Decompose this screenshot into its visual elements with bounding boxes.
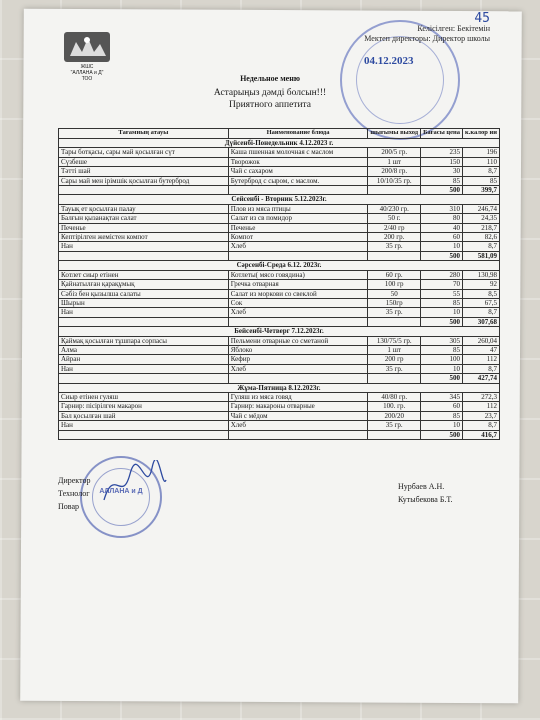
table-row — [59, 157, 500, 166]
table-cell: 10 — [421, 242, 463, 251]
table-cell: 85 — [421, 298, 463, 307]
role-director: Директор — [58, 476, 91, 485]
table-cell: Бал қосылған шай — [59, 411, 229, 420]
table-cell: 35 гр. — [368, 421, 421, 430]
table-row — [59, 270, 500, 279]
total-price: 500 — [421, 317, 463, 326]
column-header: к.калор ии — [463, 129, 500, 139]
table-cell: 50 г. — [368, 214, 421, 223]
day-header-row — [59, 261, 500, 270]
table-cell: 200/8 гр. — [368, 167, 421, 176]
table-cell: 8,7 — [463, 242, 500, 251]
table-row — [59, 289, 500, 298]
empty-cell — [228, 186, 368, 195]
table-row — [59, 345, 500, 354]
table-cell: 200/5 гр. — [368, 148, 421, 157]
logo-line-3: ТОО — [81, 76, 93, 82]
total-price: 500 — [421, 430, 463, 439]
table-cell: 24,35 — [463, 214, 500, 223]
table-cell: 200 гр. — [368, 233, 421, 242]
table-cell: Сүзбеше — [59, 157, 229, 166]
table-cell: 235 — [421, 148, 463, 157]
total-row — [59, 430, 500, 439]
table-cell: 40/80 гр. — [368, 392, 421, 401]
table-cell: Сәбіз бен қызылша салаты — [59, 289, 229, 298]
table-cell: 8,7 — [463, 421, 500, 430]
role-technologist: Технолог — [58, 489, 90, 498]
table-cell: 10 — [421, 421, 463, 430]
table-cell: 70 — [421, 280, 463, 289]
greeting-ru: Приятного аппетита — [228, 100, 312, 110]
table-cell: Алма — [59, 345, 229, 354]
table-cell: 30 — [421, 167, 463, 176]
total-calories: 399,7 — [463, 186, 500, 195]
table-cell: Котлет сиыр етінен — [59, 270, 229, 279]
table-row — [59, 223, 500, 232]
name-1: Нурбаев А.Н. — [398, 482, 445, 491]
table-cell: Нан — [59, 421, 229, 430]
table-cell: 246,74 — [463, 204, 500, 213]
empty-cell — [368, 374, 421, 383]
name-2: Кутыбекова Б.Т. — [398, 495, 453, 504]
day-header-row — [59, 195, 500, 204]
table-row — [59, 308, 500, 317]
table-cell: 40/230 гр. — [368, 204, 421, 213]
role-cook: Повар — [58, 502, 79, 511]
table-cell: 112 — [463, 402, 500, 411]
empty-cell — [368, 186, 421, 195]
table-cell: 35 гр. — [368, 308, 421, 317]
table-cell: Тары ботқасы, сары май қосылған сүт — [59, 148, 229, 157]
table-cell: Каша пшенная молочная с маслом — [228, 148, 368, 157]
table-header-row — [59, 129, 500, 139]
table-row — [59, 204, 500, 213]
approval-line-1: Келісілген: Бекітемін — [417, 24, 490, 33]
table-cell: 60 — [421, 233, 463, 242]
day-title: Дүйсенбі-Понедельник 4.12.2023 г. — [59, 139, 500, 148]
table-cell: Салат из св помидор — [228, 214, 368, 223]
table-row — [59, 336, 500, 345]
table-cell: Хлеб — [228, 242, 368, 251]
table-cell: 1 шт — [368, 345, 421, 354]
table-cell: Нан — [59, 308, 229, 317]
footer-roles — [58, 474, 90, 513]
table-cell: Кептірілген жемістен компот — [59, 233, 229, 242]
table-cell: 85 — [463, 176, 500, 185]
table-cell: Нан — [59, 242, 229, 251]
day-title: Жұма-Пятница 8.12.2023г. — [59, 383, 500, 392]
table-cell: Чай с сахаром — [228, 167, 368, 176]
table-row — [59, 411, 500, 420]
table-cell: 345 — [421, 392, 463, 401]
table-cell: Гарнир: макароны отварные — [228, 402, 368, 411]
table-cell: 260,04 — [463, 336, 500, 345]
table-cell: 112 — [463, 355, 500, 364]
total-row — [59, 317, 500, 326]
table-cell: 200/20 — [368, 411, 421, 420]
table-cell: Сок — [228, 298, 368, 307]
table-cell: Гуляш из мяса говяд — [228, 392, 368, 401]
table-cell: 35 гр. — [368, 242, 421, 251]
table-cell: Нан — [59, 364, 229, 373]
empty-cell — [59, 317, 229, 326]
table-row — [59, 242, 500, 251]
table-row — [59, 167, 500, 176]
table-cell: 50 — [368, 289, 421, 298]
table-cell: Творожок — [228, 157, 368, 166]
day-header-row — [59, 327, 500, 336]
day-header-row — [59, 139, 500, 148]
table-cell: Кефир — [228, 355, 368, 364]
total-row — [59, 374, 500, 383]
table-cell: 40 — [421, 223, 463, 232]
footer-names — [398, 480, 453, 506]
table-cell: Яблоко — [228, 345, 368, 354]
table-cell: Плов из мяса птицы — [228, 204, 368, 213]
company-stamp — [80, 456, 162, 538]
table-cell: Хлеб — [228, 364, 368, 373]
table-cell: 272,3 — [463, 392, 500, 401]
table-cell: 55 — [421, 289, 463, 298]
logo-line-1: ЖШС — [80, 64, 94, 70]
logo-emblem-icon — [62, 30, 112, 64]
table-cell: 280 — [421, 270, 463, 279]
empty-cell — [228, 430, 368, 439]
table-cell: 305 — [421, 336, 463, 345]
table-cell: 60 — [421, 402, 463, 411]
empty-cell — [228, 374, 368, 383]
table-cell: Қайнатылған қарақұмық — [59, 280, 229, 289]
table-cell: Тауық ет қосылған палау — [59, 204, 229, 213]
column-header: Наименование блюда — [228, 129, 368, 139]
empty-cell — [368, 317, 421, 326]
table-cell: 130,98 — [463, 270, 500, 279]
table-cell: Қаймақ қосылған тұшпара сорпасы — [59, 336, 229, 345]
table-cell: Бутерброд с сыром, с маслом. — [228, 176, 368, 185]
table-cell: Котлеты( мясо говядина) — [228, 270, 368, 279]
table-cell: 8,7 — [463, 364, 500, 373]
empty-cell — [59, 251, 229, 260]
table-cell: 100. гр. — [368, 402, 421, 411]
empty-cell — [368, 430, 421, 439]
table-cell: Хлеб — [228, 421, 368, 430]
table-row — [59, 364, 500, 373]
logo-line-2: "АЛЛАНА и Д" — [70, 70, 104, 76]
table-row — [59, 176, 500, 185]
table-cell: 60 гр. — [368, 270, 421, 279]
total-price: 500 — [421, 374, 463, 383]
empty-cell — [59, 430, 229, 439]
day-header-row — [59, 383, 500, 392]
menu-table-body — [59, 139, 500, 440]
table-row — [59, 148, 500, 157]
table-cell: Тәтті шай — [59, 167, 229, 176]
table-cell: 218,7 — [463, 223, 500, 232]
table-cell: 150гр — [368, 298, 421, 307]
table-cell: 80 — [421, 214, 463, 223]
day-title: Бейсенбі-Четверг 7.12.2023г. — [59, 327, 500, 336]
empty-cell — [59, 374, 229, 383]
table-cell: 150 — [421, 157, 463, 166]
table-cell: 1 шт — [368, 157, 421, 166]
table-row — [59, 214, 500, 223]
column-header: Бағасы цена — [421, 129, 463, 139]
table-cell: 67,5 — [463, 298, 500, 307]
table-cell: 10/10/35 гр. — [368, 176, 421, 185]
table-cell: Пельмени отварные со сметаной — [228, 336, 368, 345]
total-calories: 427,74 — [463, 374, 500, 383]
table-cell: Айран — [59, 355, 229, 364]
column-header: шығымы выход — [368, 129, 421, 139]
table-cell: 47 — [463, 345, 500, 354]
table-cell: 82,6 — [463, 233, 500, 242]
table-cell: 8,5 — [463, 289, 500, 298]
day-title: Сейсенбі - Вторник 5.12.2023г. — [59, 195, 500, 204]
total-price: 500 — [421, 251, 463, 260]
table-cell: Сары май мен ірімшік қосылған бутерброд — [59, 176, 229, 185]
table-row — [59, 298, 500, 307]
approval-signature: 45 — [474, 11, 490, 26]
table-cell: 10 — [421, 308, 463, 317]
table-cell: 196 — [463, 148, 500, 157]
total-row — [59, 251, 500, 260]
table-cell: Гречка отварная — [228, 280, 368, 289]
table-cell: 200 гр — [368, 355, 421, 364]
table-row — [59, 421, 500, 430]
table-cell: 110 — [463, 157, 500, 166]
approval-line-2: Мектеп директоры: Директор школы — [364, 34, 490, 43]
greeting-kz: Астарыңыз дәмді болсын!!! — [213, 88, 327, 98]
table-cell: 2/40 гр — [368, 223, 421, 232]
table-cell: 10 — [421, 364, 463, 373]
day-title: Сәрсенбі-Среда 6.12. 2023г. — [59, 261, 500, 270]
table-cell: Гарнир: пісірілген макарон — [59, 402, 229, 411]
table-cell: 310 — [421, 204, 463, 213]
total-calories: 581,09 — [463, 251, 500, 260]
empty-cell — [59, 186, 229, 195]
stamp-name: АЛЛАНА и Д — [99, 488, 143, 495]
total-calories: 307,68 — [463, 317, 500, 326]
table-cell: Хлеб — [228, 308, 368, 317]
table-cell: 130/75/5 гр. — [368, 336, 421, 345]
table-cell: Шырын — [59, 298, 229, 307]
table-cell: 85 — [421, 176, 463, 185]
menu-table — [58, 128, 500, 440]
column-header: Тағамның атауы — [59, 129, 229, 139]
table-cell: Балғын қызанақтан салат — [59, 214, 229, 223]
approval-date: 04.12.2023 — [364, 55, 414, 67]
approval-block — [330, 11, 490, 67]
table-cell: 8,7 — [463, 308, 500, 317]
menu-title: Недельное меню — [240, 74, 300, 83]
table-cell: 92 — [463, 280, 500, 289]
table-row — [59, 233, 500, 242]
table-cell: 85 — [421, 345, 463, 354]
table-cell: 100 — [421, 355, 463, 364]
table-row — [59, 402, 500, 411]
empty-cell — [228, 251, 368, 260]
table-cell: Печенье — [59, 223, 229, 232]
table-cell: Печенье — [228, 223, 368, 232]
table-cell: Салат из моркови со свеклой — [228, 289, 368, 298]
total-row — [59, 186, 500, 195]
table-cell: 85 — [421, 411, 463, 420]
table-row — [59, 280, 500, 289]
table-cell: 8,7 — [463, 167, 500, 176]
total-calories: 416,7 — [463, 430, 500, 439]
total-price: 500 — [421, 186, 463, 195]
table-cell: 100 гр — [368, 280, 421, 289]
table-cell: Компот — [228, 233, 368, 242]
empty-cell — [368, 251, 421, 260]
table-cell: 35 гр. — [368, 364, 421, 373]
table-cell: Чай с мёдом — [228, 411, 368, 420]
table-row — [59, 392, 500, 401]
empty-cell — [228, 317, 368, 326]
table-row — [59, 355, 500, 364]
table-cell: 23,7 — [463, 411, 500, 420]
table-cell: Сиыр етінен гуляш — [59, 392, 229, 401]
